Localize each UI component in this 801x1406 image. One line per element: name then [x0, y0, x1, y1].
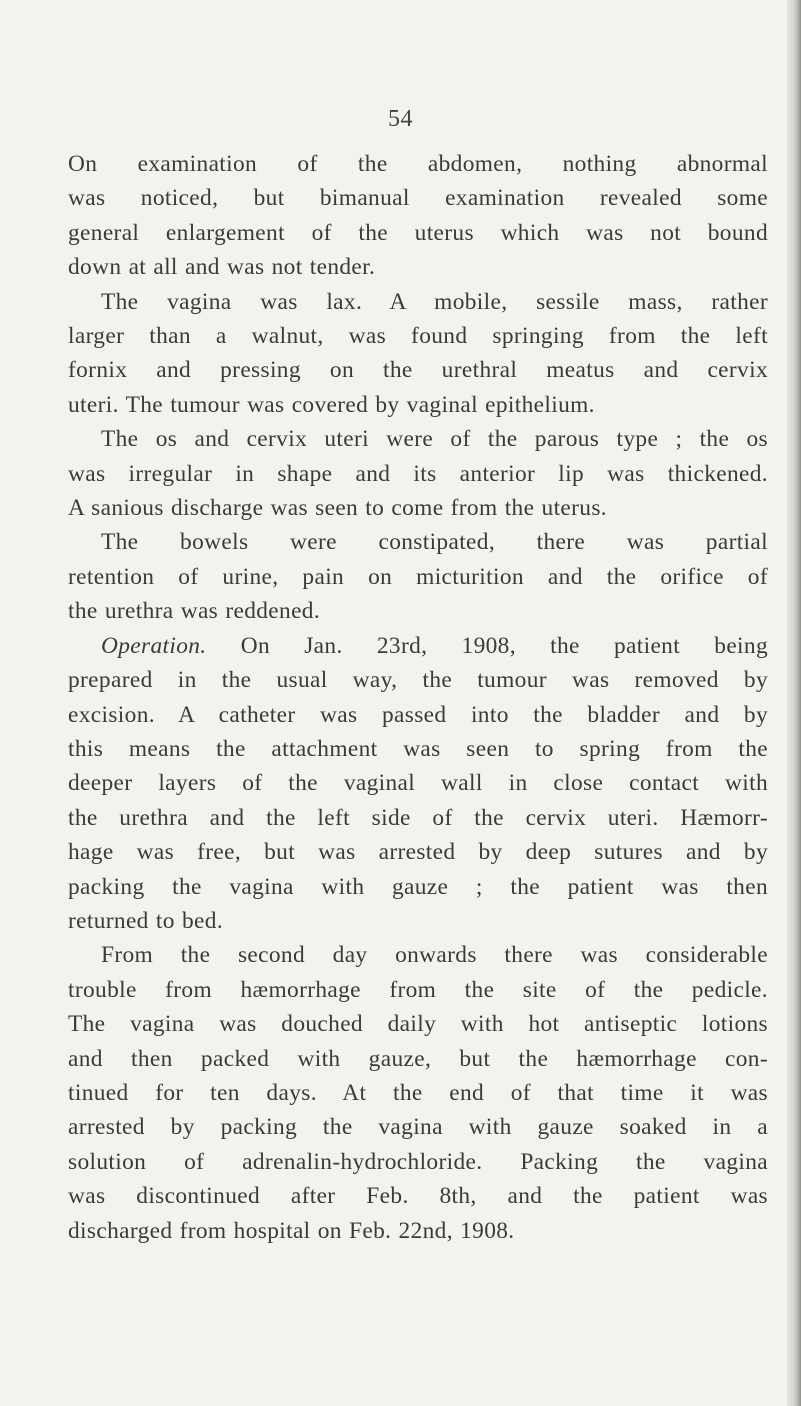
text-line: arrested by packing the vagina with gauze soaked in a	[68, 1114, 768, 1141]
text-line: On examination of the abdomen, nothing abnormal	[68, 151, 768, 177]
text-line: From the second day onwards there was considerable	[101, 942, 768, 969]
text-line: The vagina was lax. A mobile, sessile mass, rather	[101, 288, 768, 315]
paragraph-haemorrhage	[68, 938, 768, 1248]
text-line: was irregular in shape and its anterior lip was thickened.	[68, 460, 768, 487]
text-line: deeper layers of the vaginal wall in close contact with	[68, 770, 768, 797]
text-line: returned to bed.	[68, 907, 224, 934]
text-line: and then packed with gauze, but the hæmorrhage con-	[68, 1045, 768, 1072]
text-line: trouble from hæmorrhage from the site of the pedicle.	[68, 976, 768, 1003]
text-line: A sanious discharge was seen to come from the uterus.	[68, 495, 607, 522]
text-line: this means the attachment was seen to spring from the	[68, 735, 768, 762]
page-number: 54	[388, 106, 413, 132]
text-line: excision. A catheter was passed into the bladder and by	[68, 701, 768, 728]
text-line: uteri. The tumour was covered by vaginal epithelium.	[68, 391, 595, 418]
text-line: the urethra was reddened.	[68, 598, 321, 625]
operation-first-line: On Jan. 23rd, 1908, the patient being	[240, 632, 768, 659]
text-line: The bowels were constipated, there was partial	[101, 529, 768, 556]
text-line: larger than a walnut, was found springing from the left	[68, 323, 768, 350]
text-line: The os and cervix uteri were of the parous type ; the os	[101, 426, 768, 453]
text-line: packing the vagina with gauze ; the patient was then	[68, 873, 768, 900]
text-line	[68, 629, 768, 663]
text-line: discharged from hospital on Feb. 22nd, 1908.	[68, 1217, 515, 1244]
text-line: prepared in the usual way, the tumour was removed by	[68, 667, 768, 694]
text-line: tinued for ten days. At the end of that time it was	[68, 1079, 768, 1106]
text-line: fornix and pressing on the urethral meatus and cervix	[68, 357, 768, 384]
paragraph-os-cervix	[68, 422, 768, 525]
text-line: retention of urine, pain on micturition and the orifice of	[68, 563, 768, 590]
paragraph-examination	[68, 147, 768, 285]
text-line: solution of adrenalin-hydrochloride. Packing the vagina	[68, 1148, 768, 1175]
paragraph-operation	[68, 629, 768, 939]
text-line: down at all and was not tender.	[68, 254, 376, 281]
text-line: was discontinued after Feb. 8th, and the patient was	[68, 1183, 768, 1210]
text-line: hage was free, but was arrested by deep sutures and by	[68, 839, 768, 866]
text-line: The vagina was douched daily with hot antiseptic lotions	[68, 1011, 768, 1038]
body-text	[68, 147, 768, 1248]
paragraph-bowels	[68, 525, 768, 628]
text-line: the urethra and the left side of the cervix uteri. Hæmorr-	[68, 804, 768, 831]
text-line: was noticed, but bimanual examination revealed some	[68, 185, 768, 212]
page-edge-shadow	[787, 0, 801, 1406]
paragraph-vagina	[68, 285, 768, 423]
text-line: general enlargement of the uterus which was not bound	[68, 219, 768, 246]
operation-heading: Operation.	[101, 632, 207, 659]
